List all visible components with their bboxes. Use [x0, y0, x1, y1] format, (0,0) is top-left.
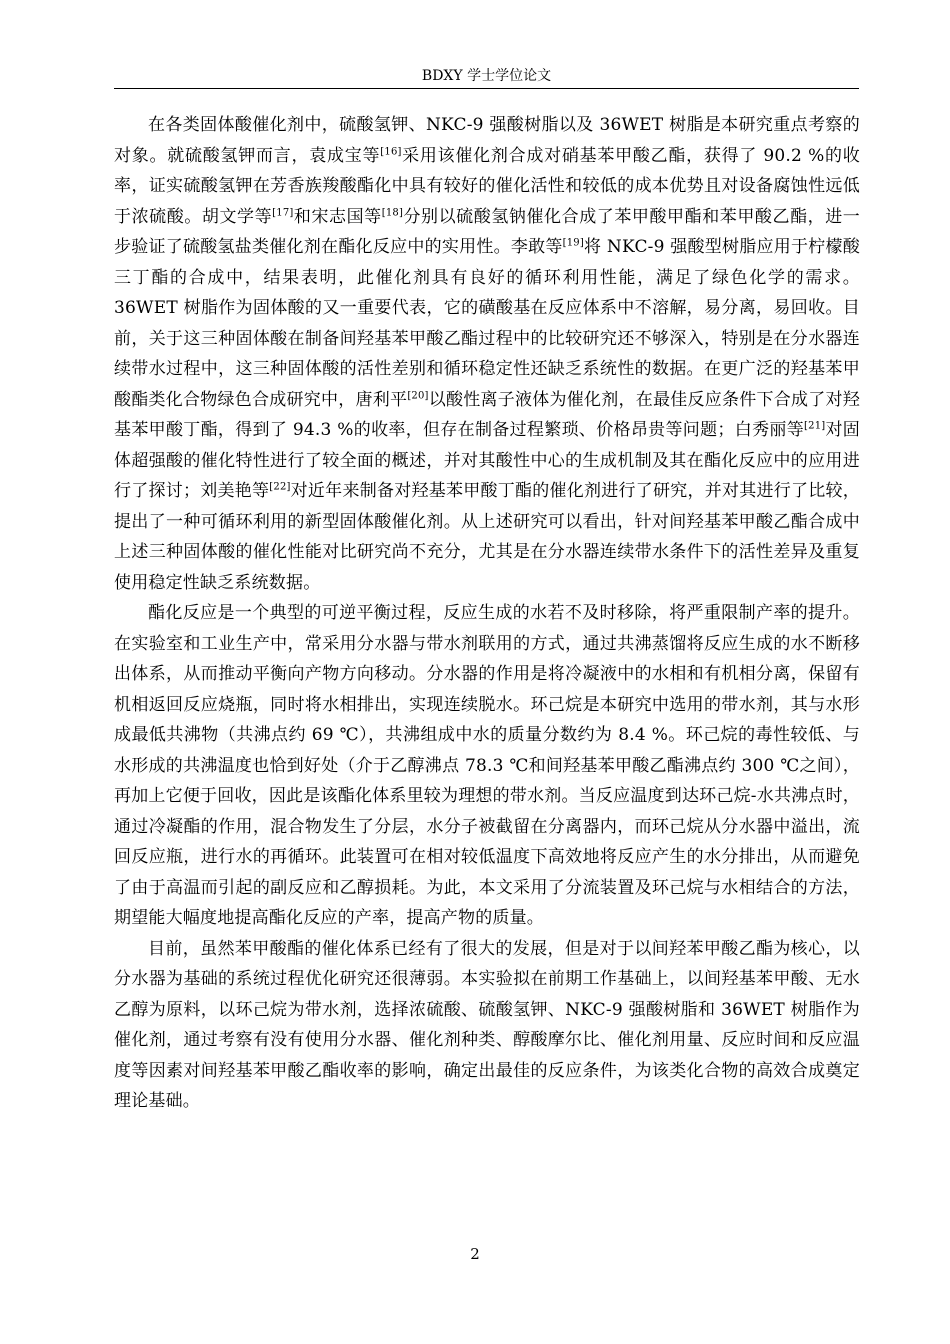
paragraph-1	[114, 110, 860, 598]
text-run: 和宋志国等	[293, 206, 382, 227]
citation-ref: [19]	[562, 237, 584, 249]
page-number: 2	[470, 1245, 480, 1263]
text-run: 目前，虽然苯甲酸酯的催化体系已经有了很大的发展，但是对于以间羟苯甲酸乙酯为核心，以分水器为基础的系统过程优化研究还很薄弱。本实验拟在前期工作基础上，以间羟基苯甲酸、无水乙醇为原料，以环己烷为带水剂，选择浓硫酸、硫酸氢钾、NKC-9 强酸树脂和 36WET 树脂作为催化剂，通过考察有没有使用分水器、催化剂种类、醇酸摩尔比、催化剂用量、反应时间和反应温度等因素对间羟基苯甲酸乙酯收率的影响，确定出最佳的反应条件，为该类化合物的高效合成奠定理论基础。	[114, 938, 860, 1111]
text-run: 以酸性离子液体为催化剂，在最佳反应条件下合成了对羟基苯甲酸丁酯，得到了 94.3 %的收率，但存在制备过程繁琐、价格昂贵等问题；白秀丽等	[114, 389, 861, 440]
running-header: BDXY 学士学位论文	[114, 66, 859, 89]
citation-ref: [21]	[804, 420, 826, 432]
paragraph-3	[114, 934, 860, 1117]
paragraph-2	[114, 598, 860, 934]
citation-ref: [18]	[381, 206, 404, 218]
citation-ref: [20]	[407, 389, 429, 401]
body-text	[114, 110, 860, 1117]
text-run: 采用该催化剂合成对硝基苯甲酸乙酯，获得了 90.2 %的收率，证实硫酸氢钾在芳香族羧酸酯化中具有较好的催化活性和较低的成本优势且对设备腐蚀性远低于浓硫酸。胡文学等	[114, 145, 861, 227]
citation-ref: [17]	[272, 206, 294, 218]
text-run: 对固体超强酸的催化特性进行了较全面的概述，并对其酸性中心的生成机制及其在酯化反应中的应用进行了探讨；刘美艳等	[114, 420, 860, 501]
text-run: 在各类固体酸催化剂中，硫酸氢钾、NKC-9 强酸树脂以及 36WET 树脂是本研究重点考察的对象。就硫酸氢钾而言，袁成宝等	[114, 115, 860, 166]
citation-ref: [16]	[380, 145, 402, 157]
text-run: 分别以硫酸氢钠催化合成了苯甲酸甲酯和苯甲酸乙酯，进一步验证了硫酸氢盐类催化剂在酯化反应中的实用性。李敢等	[114, 206, 860, 257]
citation-ref: [22]	[269, 481, 291, 493]
text-run: 对近年来制备对羟基苯甲酸丁酯的催化剂进行了研究，并对其进行了比较，提出了一种可循环利用的新型固体酸催化剂。从上述研究可以看出，针对间羟基苯甲酸乙酯合成中上述三种固体酸的催化性能对比研究尚不充分，尤其是在分水器连续带水条件下的活性差异及重复使用稳定性缺乏系统数据。	[114, 481, 860, 593]
text-run: 将 NKC-9 强酸型树脂应用于柠檬酸三丁酯的合成中，结果表明，此催化剂具有良好的循环利用性能，满足了绿色化学的需求。36WET 树脂作为固体酸的又一重要代表，它的磺酸基在反应体系中不溶解，易分离，易回收。目前，关于这三种固体酸在制备间羟基苯甲酸乙酯过程中的比较研究还不够深入，特别是在分水器连续带水过程中，这三种固体酸的活性差别和循环稳定性还缺乏系统性的数据。在更广泛的羟基苯甲酸酯类化合物绿色合成研究中，唐利平	[114, 237, 861, 410]
text-run: 酯化反应是一个典型的可逆平衡过程，反应生成的水若不及时移除，将严重限制产率的提升。在实验室和工业生产中，常采用分水器与带水剂联用的方式，通过共沸蒸馏将反应生成的水不断移出体系，从而推动平衡向产物方向移动。分水器的作用是将冷凝液中的水相和有机相分离，保留有机相返回反应烧瓶，同时将水相排出，实现连续脱水。环己烷是本研究中选用的带水剂，其与水形成最低共沸物（共沸点约 69 ℃），共沸组成中水的质量分数约为 8.4 %。环己烷的毒性较低、与水形成的共沸温度也恰到好处（介于乙醇沸点 78.3 ℃和间羟基苯甲酸乙酯沸点约 300 ℃之间），再加上它便于回收，因此是该酯化体系里较为理想的带水剂。当反应温度到达环己烷-水共沸点时，通过冷凝酯的作用，混合物发生了分层，水分子被截留在分离器内，而环己烷从分水器中溢出，流回反应瓶，进行水的再循环。此装置可在相对较低温度下高效地将反应产生的水分排出，从而避免了由于高温而引起的副反应和乙醇损耗。为此，本文采用了分流装置及环己烷与水相结合的方法，期望能大幅度地提高酯化反应的产率，提高产物的质量。	[114, 603, 860, 928]
